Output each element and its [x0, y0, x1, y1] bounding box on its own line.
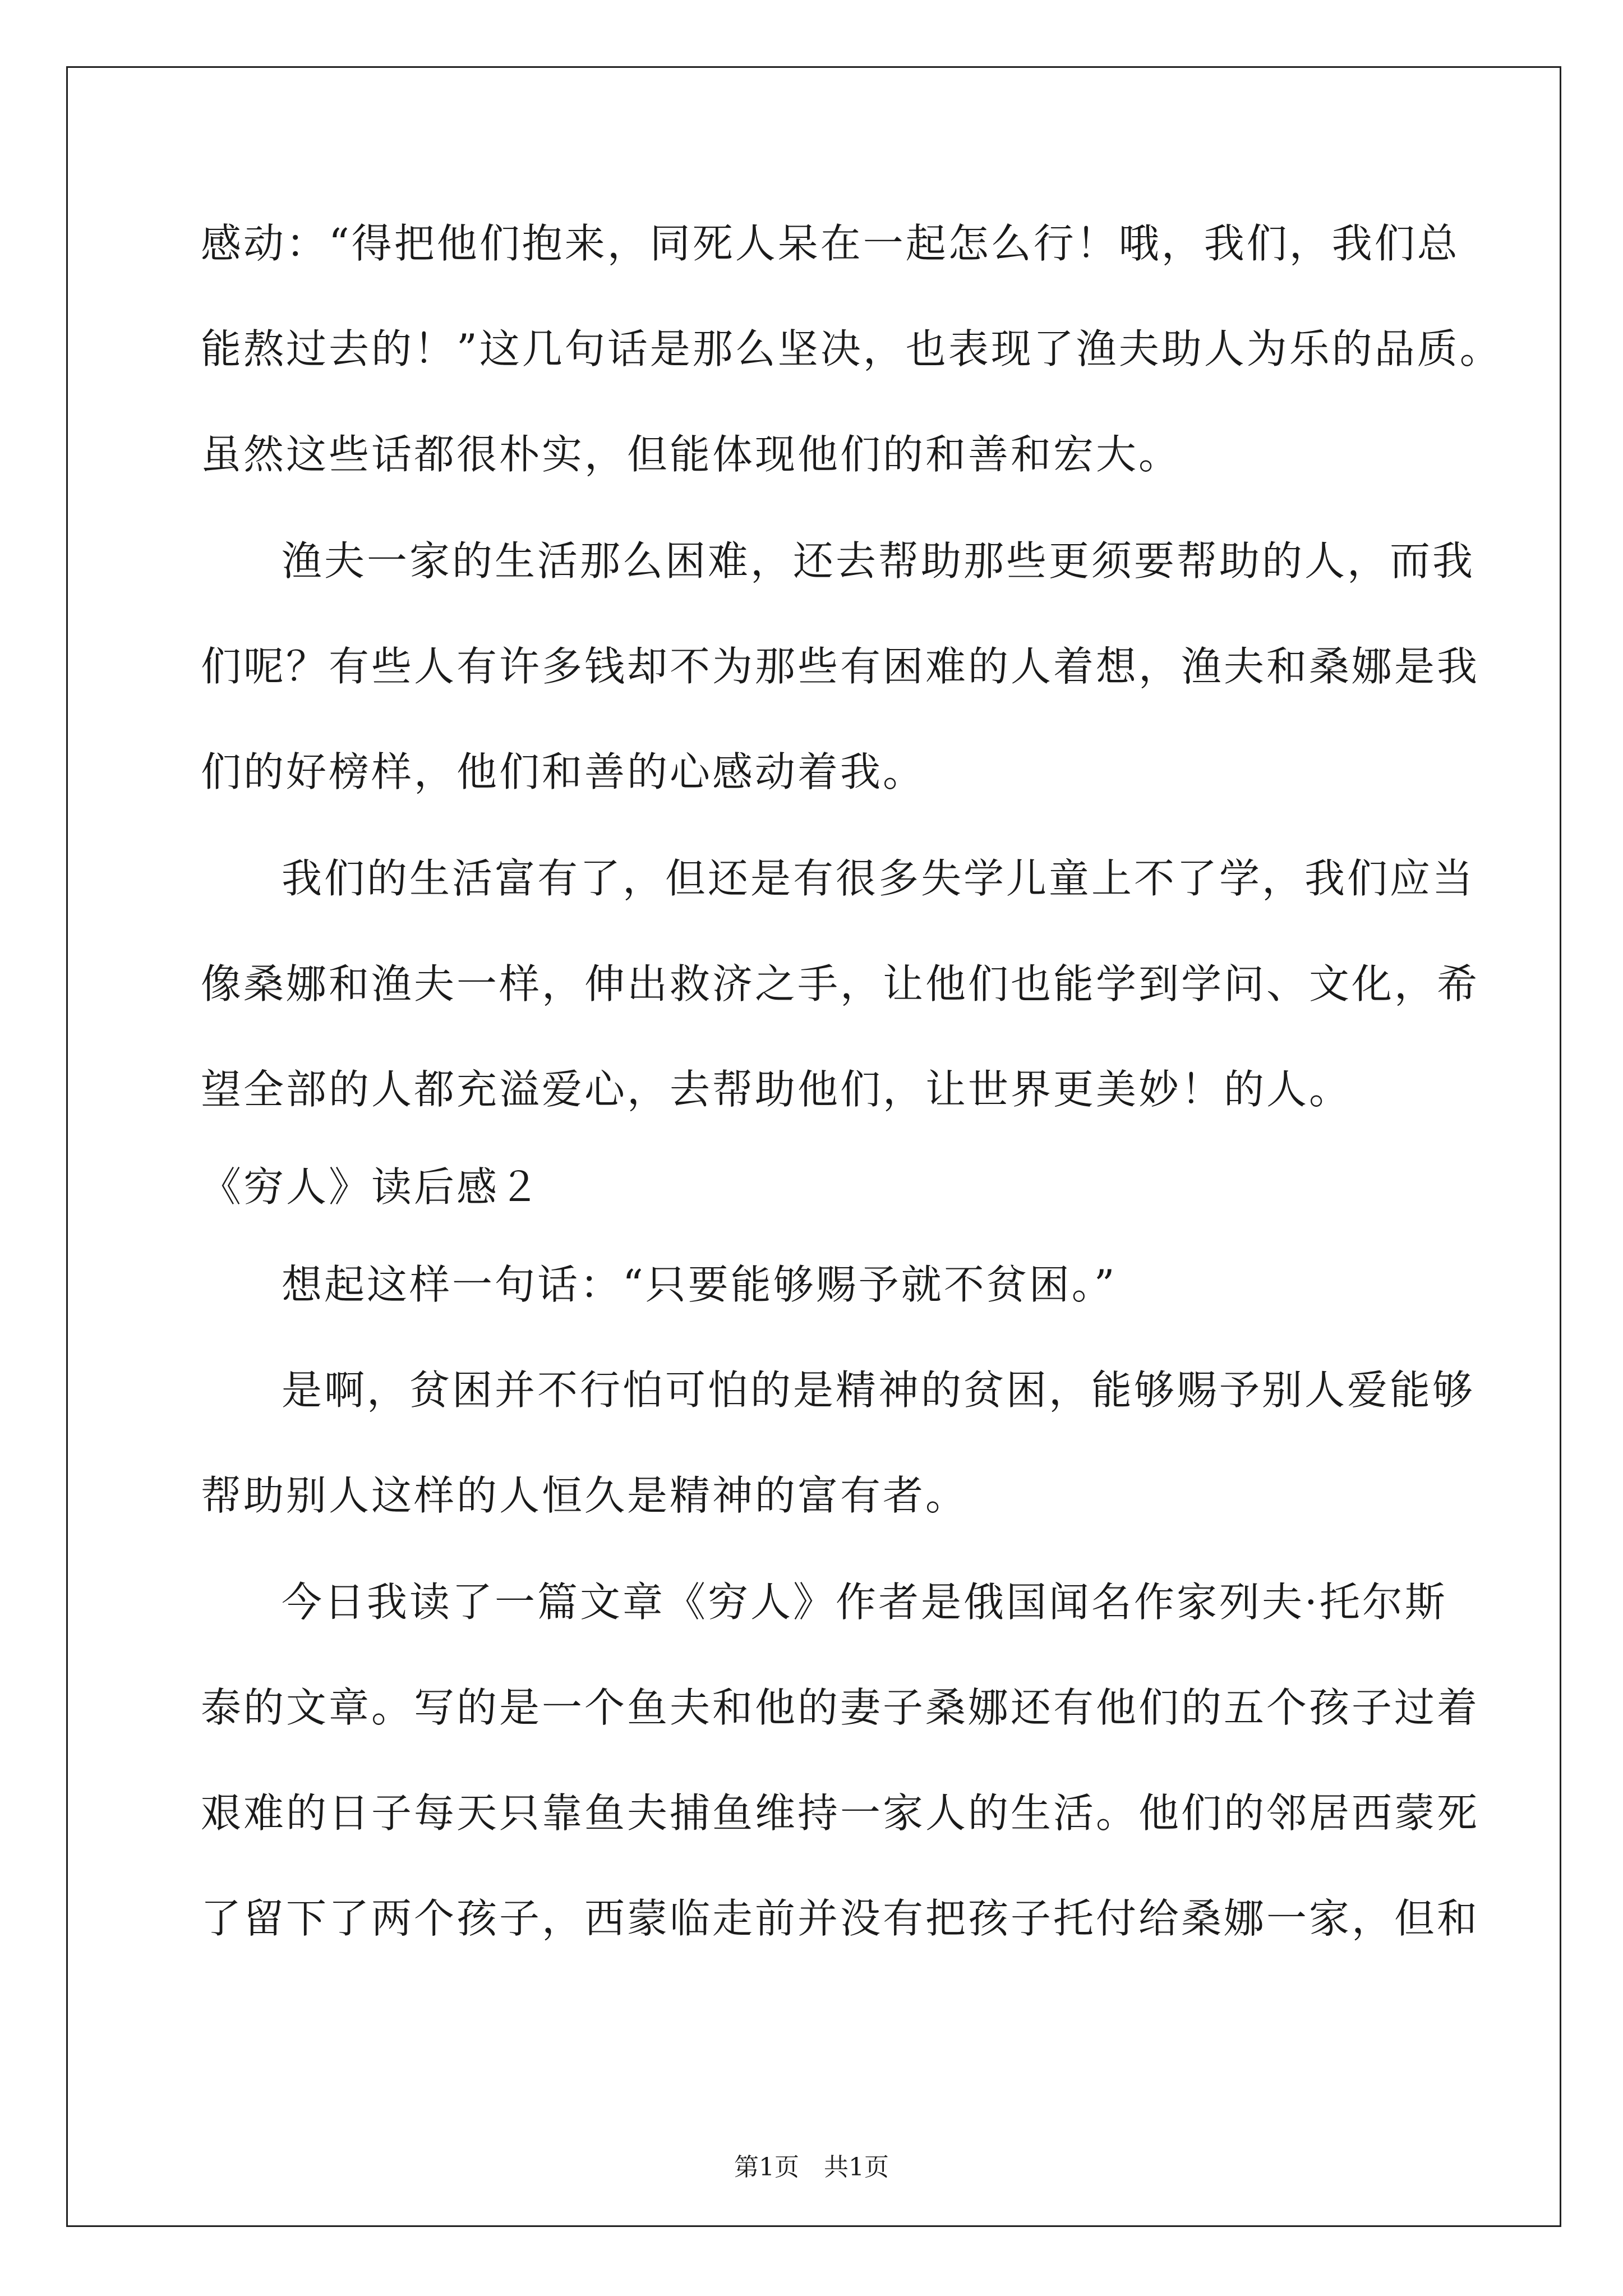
- text-line: 泰的文章。写的是一个鱼夫和他的妻子桑娜还有他们的五个孩子过着: [201, 1684, 1480, 1731]
- text-line: 们呢？有些人有许多钱却不为那些有困难的人着想，渔夫和桑娜是我: [201, 643, 1480, 690]
- text-line: 望全部的人都充溢爱心，去帮助他们，让世界更美妙！的人。: [201, 1066, 1352, 1113]
- text-line: 帮助别人这样的人恒久是精神的富有者。: [201, 1472, 969, 1519]
- text-line: 像桑娜和渔夫一样，伸出救济之手，让他们也能学到学问、文化，希: [201, 960, 1480, 1007]
- text-line: 是啊，贫困并不行怕可怕的是精神的贫困，能够赐予别人爱能够: [282, 1366, 1476, 1414]
- page-footer: 第1页 共1页: [734, 2153, 889, 2182]
- text-line: 能熬过去的！”这几句话是那么坚决，也表现了渔夫助人为乐的品质。: [201, 325, 1502, 372]
- text-line: 想起这样一句话：“只要能够赐予就不贫困。”: [282, 1261, 1117, 1308]
- text-line: 了留下了两个孩子，西蒙临走前并没有把孩子托付给桑娜一家，但和: [201, 1895, 1480, 1942]
- text-line: 今日我读了一篇文章《穷人》作者是俄国闻名作家列夫·托尔斯: [282, 1579, 1447, 1626]
- text-line: 我们的生活富有了，但还是有很多失学儿童上不了学，我们应当: [282, 855, 1476, 902]
- text-line: 们的好榜样，他们和善的心感动着我。: [201, 748, 926, 795]
- text-line: 感动：“得把他们抱来，同死人呆在一起怎么行！哦，我们，我们总: [201, 220, 1460, 267]
- section-heading: 《穷人》读后感２: [201, 1163, 542, 1211]
- text-line: 虽然这些话都很朴实，但能体现他们的和善和宏大。: [201, 431, 1182, 478]
- text-line: 艰难的日子每天只靠鱼夫捕鱼维持一家人的生活。他们的邻居西蒙死: [201, 1789, 1480, 1837]
- text-line: 渔夫一家的生活那么困难，还去帮助那些更须要帮助的人，而我: [282, 537, 1476, 585]
